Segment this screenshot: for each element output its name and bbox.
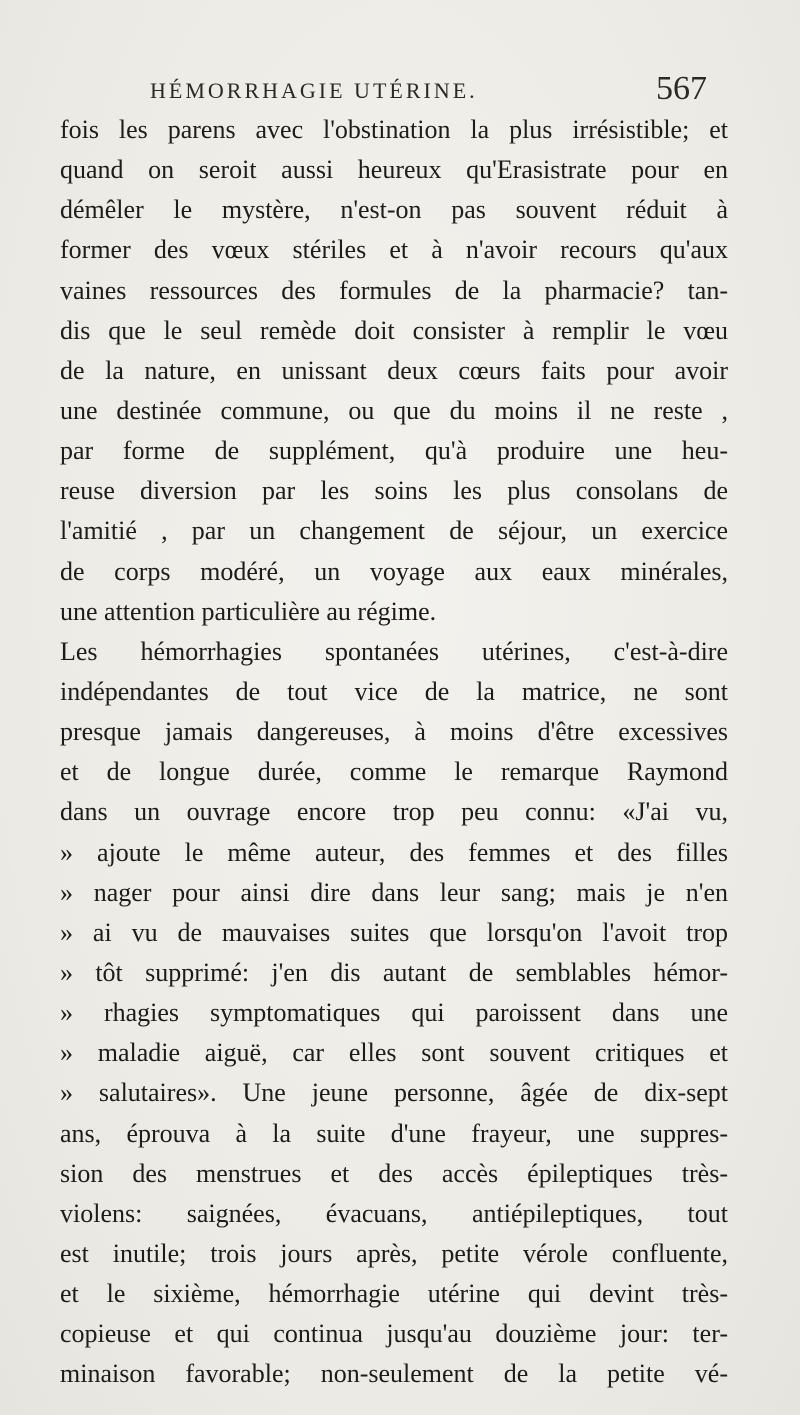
text-line: et de longue durée, comme le remarque Raymond xyxy=(60,757,728,787)
text-line: de corps modéré, un voyage aux eaux minérales, xyxy=(60,556,728,586)
page-number: 567 xyxy=(656,70,707,107)
text-line: est inutile; trois jours après, petite vérole confluente, xyxy=(60,1238,728,1268)
text-line: démêler le mystère, n'est-on pas souvent réduit à xyxy=(60,195,728,225)
text-line: l'amitié , par un changement de séjour, un exercice xyxy=(60,516,728,546)
text-line: quand on seroit aussi heureux qu'Erasistrate pour en xyxy=(60,155,728,185)
text-line: de la nature, en unissant deux cœurs faits pour avoir xyxy=(60,355,728,385)
text-line: » salutaires». Une jeune personne, âgée de dix-sept xyxy=(60,1078,728,1108)
text-line: et le sixième, hémorrhagie utérine qui devint très- xyxy=(60,1279,728,1309)
text-line: reuse diversion par les soins les plus consolans de xyxy=(60,476,728,506)
text-line: » nager pour ainsi dire dans leur sang; mais je n'en xyxy=(60,877,728,907)
text-line: fois les parens avec l'obstination la plus irrésistible; et xyxy=(60,115,728,144)
text-line: vaines ressources des formules de la pharmacie? tan- xyxy=(60,275,728,305)
text-line: une attention particulière au régime. xyxy=(60,596,437,626)
text-line: une destinée commune, ou que du moins il ne reste , xyxy=(60,395,728,425)
running-head: HÉMORRHAGIE UTÉRINE. xyxy=(150,78,478,103)
body-text xyxy=(60,110,728,1395)
text-line: dans un ouvrage encore trop peu connu: «J'ai vu, xyxy=(60,797,728,827)
text-line: ans, éprouva à la suite d'une frayeur, une suppres- xyxy=(60,1118,728,1148)
text-line: indépendantes de tout vice de la matrice, ne sont xyxy=(60,676,728,706)
text-line: » tôt supprimé: j'en dis autant de semblables hémor- xyxy=(60,957,728,987)
text-line: » ajoute le même auteur, des femmes et des filles xyxy=(60,837,728,867)
text-line: former des vœux stériles et à n'avoir recours qu'aux xyxy=(60,235,728,265)
text-line: copieuse et qui continua jusqu'au douzième jour: ter- xyxy=(60,1319,728,1349)
text-line: dis que le seul remède doit consister à remplir le vœu xyxy=(60,315,728,345)
text-line: par forme de supplément, qu'à produire une heu- xyxy=(60,436,728,466)
text-line: violens: saignées, évacuans, antiépileptiques, tout xyxy=(60,1198,728,1228)
text-line: minaison favorable; non-seulement de la petite vé- xyxy=(60,1359,728,1389)
text-line: » maladie aiguë, car elles sont souvent critiques et xyxy=(60,1038,728,1068)
text-line: Les hémorrhagies spontanées utérines, c'est-à-dire xyxy=(60,636,728,666)
text-line: presque jamais dangereuses, à moins d'être excessives xyxy=(60,717,728,747)
text-line: sion des menstrues et des accès épileptiques très- xyxy=(60,1158,728,1188)
text-line: » ai vu de mauvaises suites que lorsqu'on l'avoit trop xyxy=(60,917,728,947)
text-line: » rhagies symptomatiques qui paroissent dans une xyxy=(60,998,728,1028)
